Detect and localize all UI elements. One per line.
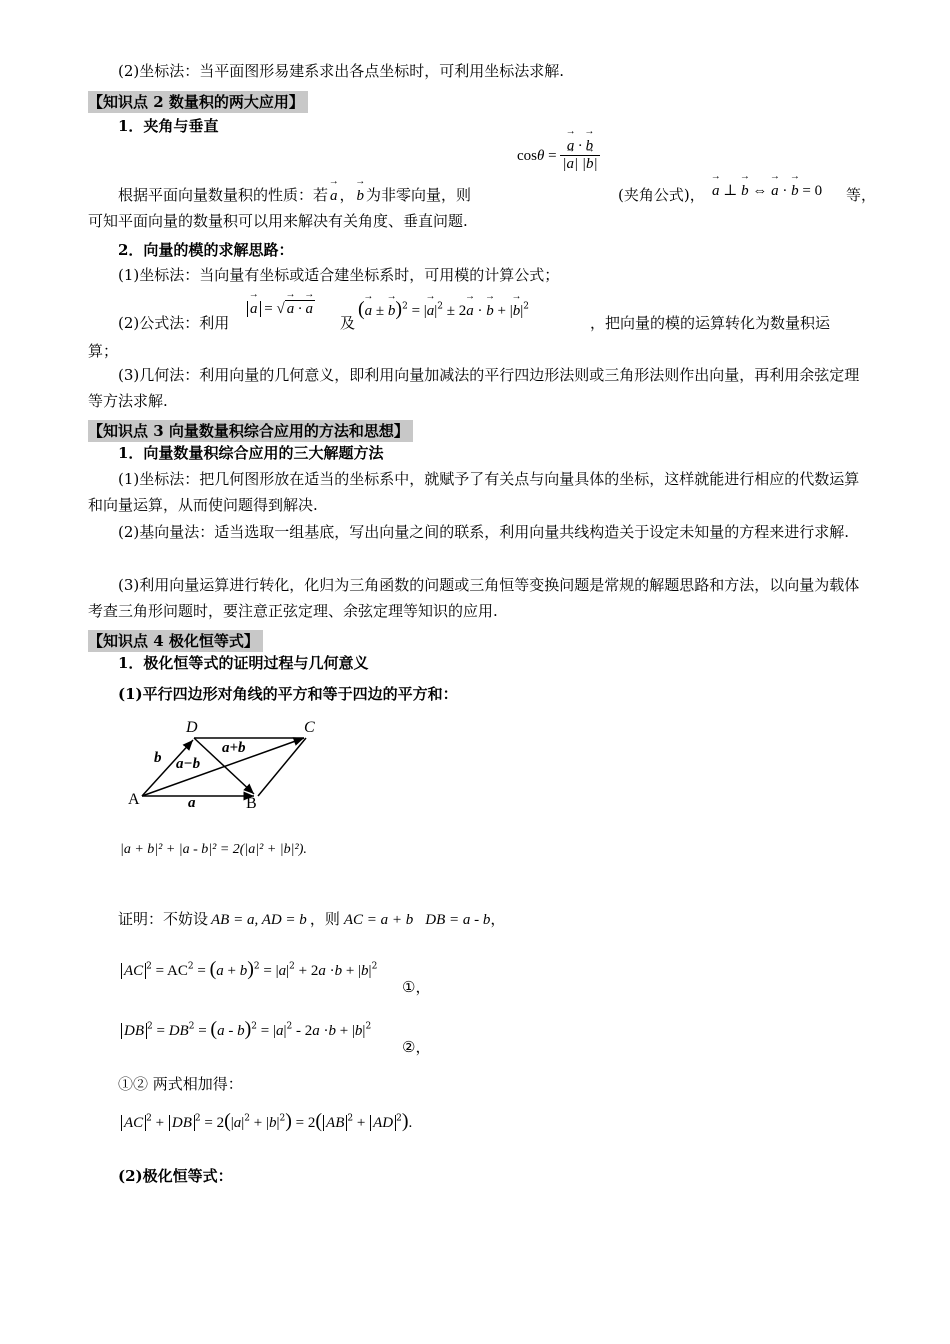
parallelogram-diagram [118,712,333,812]
angle-property-line: 根据平面向量数量积的性质：若→ a ，→ b 为非零向量，则 [118,184,471,205]
vertex-c-label: C [304,719,315,736]
circle-2-marker: ②， [402,1038,431,1056]
magnitude-expansion-formula: (→ a ± → b)$^2$ = |→ $a|^2 \pm 2\to a$ · → b + |→ $b|^2$ [358,298,529,321]
edge-a-label: a [188,795,196,811]
magnitude-sqrt-formula: → a = √→ a · → a [246,298,315,318]
section-title-k4: 【知识点 4 极化恒等式】 [88,630,263,652]
db-expansion-equation: DB $^2 = DB^2 = (a - b)^2 = |a|^2 - 2a \cdot b + |b|^2$ [120,1018,371,1041]
magnitude-method-2-tail: 算； [88,342,119,360]
vertex-a-label: A [128,791,140,808]
circle-1-marker: ①， [402,978,431,996]
angle-formula-note: (夹角公式)， [618,186,705,204]
diagonal-amb-label: a−b [176,756,201,772]
vertex-b-label: B [246,795,257,812]
edge-b-label: b [154,750,162,766]
coord-method-text: (2)坐标法：当平面图形易建系求出各点坐标时，可利用坐标法求解. [118,62,565,80]
section-title-k2: 【知识点 2 数量积的两大应用】 [88,91,308,113]
subheading-parallelogram-law: (1)平行四边形对角线的平方和等于四边的平方和： [118,685,458,703]
proof-assumption: AB = a, AD = b [211,912,307,928]
sum-equation: AC $^2$ + DB $^2 = 2(|a|^2 + |b|^2) = 2$( AB $^2$ + AD $^2$). [120,1110,412,1133]
perpendicular-condition: → a ⊥ → b ⇔ → a · → b = 0 [712,180,822,200]
proof-then-text: ，则 [309,910,340,928]
proof-db: DB = a - b [425,912,491,928]
angle-tail-text: 可知平面向量的数量积可以用来解决有关角度、垂直问题. [88,212,468,230]
vertex-d-label: D [186,719,198,736]
diagonal-apb-label: a+b [222,740,246,756]
magnitude-method-1: (1)坐标法：当向量有坐标或适合建坐标系时，可用模的计算公式； [118,266,560,284]
etc-text: 等， [846,186,877,204]
subheading-polarization-identity: (2)极化恒等式： [118,1167,233,1185]
section-title-k3: 【知识点 3 向量数量积综合应用的方法和思想】 [88,420,413,442]
k3-method-3: (3)利用向量运算进行转化，化归为三角函数的问题或三角恒等变换问题是常规的解题思路和方法，以向量为载体考查三角形问题时，要注意正弦定理、余弦定理等知识的应用. [88,576,860,620]
subheading-three-methods: 1．向量数量积综合应用的三大解题方法 [118,444,384,462]
subheading-magnitude: 2．向量的模的求解思路： [118,241,294,259]
angle-prefix-text: 根据平面向量数量积的性质：若 [118,186,329,204]
subheading-angle-perpendicular: 1．夹角与垂直 [118,117,219,135]
magnitude-method-2-prefix: (2)公式法：利用 [118,314,230,332]
nonzero-text: 为非零向量，则 [366,186,472,204]
parallelogram-identity: |a + b|² + |a - b|² = 2(|a|² + |b|²). [120,842,307,857]
cosine-angle-formula: cosθ = → $\frac{a \cdot \to b}{|\to a| |\to b|}$ [517,138,600,173]
proof-ac: AC = a + b [343,912,414,928]
k3-method-2: (2)基向量法：适当选取一组基底，写出向量之间的联系，利用向量共线构造关于设定未知量的方程来进行求解. [118,523,850,541]
proof-line: 证明：不妨设 AB = a, AD = b ，则 AC = a + b DB = a - b， [118,910,506,928]
magnitude-method-3: (3)几何法：利用向量的几何意义，即利用向量加减法的平行四边形法则或三角形法则作出向量，再利用余弦定理等方法求解. [88,366,860,410]
ac-expansion-equation: AC $^2 = AC^2 = (a + b)^2 = |a|^2 + 2a \cdot b + |b|^2$ [120,958,377,981]
subheading-polarization-proof: 1．极化恒等式的证明过程与几何意义 [118,654,369,672]
and-text: 及 [340,314,356,332]
magnitude-method-2-suffix: ，把向量的模的运算转化为数量积运 [590,314,831,332]
sum-text: ①② 两式相加得： [118,1075,243,1093]
proof-prefix-text: 证明：不妨设 [118,910,209,928]
k3-method-1: (1)坐标法：把几何图形放在适当的坐标系中，就赋予了有关点与向量具体的坐标，这样就能进行相应的代数运算和向量运算，从而使问题得到解决. [88,470,860,514]
edge-bc [258,738,306,796]
